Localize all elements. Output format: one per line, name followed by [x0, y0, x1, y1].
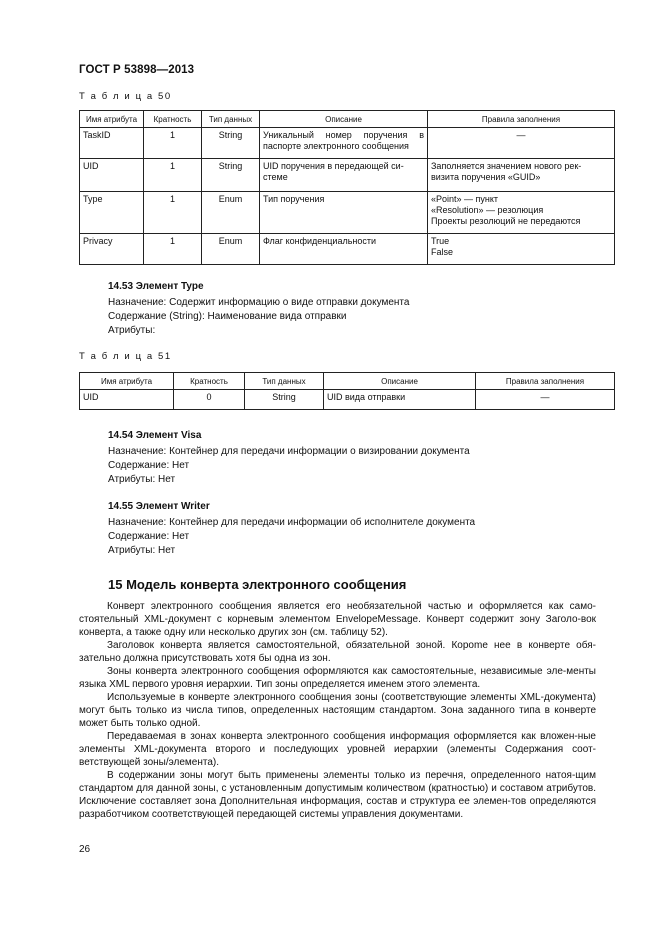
- table-cell: TaskID: [80, 128, 144, 159]
- table-cell: «Point» — пункт «Resolution» — резолюция Проекты резолюций не передаются: [428, 192, 615, 234]
- table-cell: —: [428, 128, 615, 159]
- table-row: [80, 159, 615, 192]
- table-cell: Enum: [202, 234, 260, 265]
- section-line: Атрибуты:: [108, 325, 156, 336]
- column-header: Описание: [260, 111, 428, 128]
- table-51: [79, 372, 615, 410]
- paragraph: Заголовок конверта является самостоятельной, обязательной зоной. Корome нее в конверте обя-зательно должна присутствовать хотя бы одна из зон.: [79, 640, 596, 664]
- table-cell: UID вида отправки: [324, 390, 476, 410]
- table-cell: —: [476, 390, 615, 410]
- table-51-caption: Т а б л и ц а 51: [79, 351, 172, 362]
- section-line: Атрибуты: Нет: [108, 474, 176, 485]
- table-50-header-row: [80, 111, 615, 128]
- section-14-54: [108, 429, 470, 487]
- section-line: Атрибуты: Нет: [108, 545, 176, 556]
- table-row: [80, 192, 615, 234]
- table-cell: True False: [428, 234, 615, 265]
- paragraph: Конверт электронного сообщения является его необязательной частью и оформляется как само-стоятельный XML-документ с корневым элементом EnvelopeMessage. Конверт содержит зону Заголо-вок конверта, а также одну или несколько других зон (см. таблицу 52).: [79, 601, 596, 638]
- section-title: 14.55 Элемент Writer: [108, 501, 210, 512]
- section-15-body: [79, 600, 596, 821]
- page-number: 26: [79, 844, 91, 855]
- paragraph: В содержании зоны могут быть применены элементы только из перечня, определенного натоя-щим стандартом для данной зоны, с установленным допустимым количеством (кратностью) и составом атрибутов. Исключение составляет зона Дополнительная информация, состав и структура ее элемен-тов определяются разработчиком соответствующей передающей системы управления документами.: [79, 770, 596, 820]
- section-line: Назначение: Содержит информацию о виде отправки документа: [108, 297, 410, 308]
- table-cell: String: [245, 390, 324, 410]
- column-header: Правила заполнения: [428, 111, 615, 128]
- table-cell: String: [202, 128, 260, 159]
- table-cell: Type: [80, 192, 144, 234]
- standard-header: ГОСТ Р 53898—2013: [79, 64, 195, 76]
- table-row: [80, 128, 615, 159]
- table-50: [79, 110, 615, 265]
- section-title: 14.53 Элемент Type: [108, 281, 204, 292]
- section-14-53: [108, 280, 409, 338]
- table-cell: Уникальный номер поручения в паспорте электронного сообщения: [260, 128, 428, 159]
- column-header: Тип данных: [245, 373, 324, 390]
- table-cell: 1: [144, 234, 202, 265]
- section-15-heading: 15 Модель конверта электронного сообщения: [108, 577, 407, 592]
- column-header: Правила заполнения: [476, 373, 615, 390]
- table-row: [80, 234, 615, 265]
- table-cell: UID поручения в передающей си- стеме: [260, 159, 428, 192]
- column-header: Имя атрибута: [80, 111, 144, 128]
- table-50-caption: Т а б л и ц а 50: [79, 91, 172, 102]
- column-header: Кратность: [174, 373, 245, 390]
- table-cell: 1: [144, 128, 202, 159]
- table-cell: 1: [144, 159, 202, 192]
- table-cell: Тип поручения: [260, 192, 428, 234]
- paragraph: Передаваемая в зонах конверта электронного сообщения информация оформляется как вложен-ные элементы XML-документа второго и последующих уровней иерархии (элементы Содержания соот-ветствующей зоны/элемента).: [79, 731, 596, 768]
- table-row: [80, 390, 615, 410]
- section-line: Назначение: Контейнер для передачи информации о визировании документа: [108, 446, 470, 457]
- column-header: Кратность: [144, 111, 202, 128]
- table-cell: 0: [174, 390, 245, 410]
- section-line: Содержание: Нет: [108, 460, 190, 471]
- table-cell: Флаг конфиденциальности: [260, 234, 428, 265]
- column-header: Имя атрибута: [80, 373, 174, 390]
- section-title: 14.54 Элемент Visa: [108, 430, 202, 441]
- section-line: Содержание: Нет: [108, 531, 190, 542]
- table-cell: Заполняется значением нового рек- визита поручения «GUID»: [428, 159, 615, 192]
- paragraph: Используемые в конверте электронного сообщения зоны (соответствующие элементы XML-документа) могут быть только из числа типов, определенных настоящим стандартом. Зона заданного типа в конверте может быть только одной.: [79, 692, 596, 729]
- table-cell: String: [202, 159, 260, 192]
- table-cell: UID: [80, 159, 144, 192]
- table-51-header-row: [80, 373, 615, 390]
- table-cell: Privacy: [80, 234, 144, 265]
- section-14-55: [108, 500, 475, 558]
- column-header: Описание: [324, 373, 476, 390]
- table-cell: UID: [80, 390, 174, 410]
- section-line: Содержание (String): Наименование вида отправки: [108, 311, 347, 322]
- table-cell: Enum: [202, 192, 260, 234]
- column-header: Тип данных: [202, 111, 260, 128]
- paragraph: Зоны конверта электронного сообщения оформляются как самостоятельные, независимые эле-менты языка XML первого уровня иерархии. Тип зоны определяется именем этого элемента.: [79, 666, 596, 690]
- table-cell: 1: [144, 192, 202, 234]
- section-line: Назначение: Контейнер для передачи информации об исполнителе документа: [108, 517, 476, 528]
